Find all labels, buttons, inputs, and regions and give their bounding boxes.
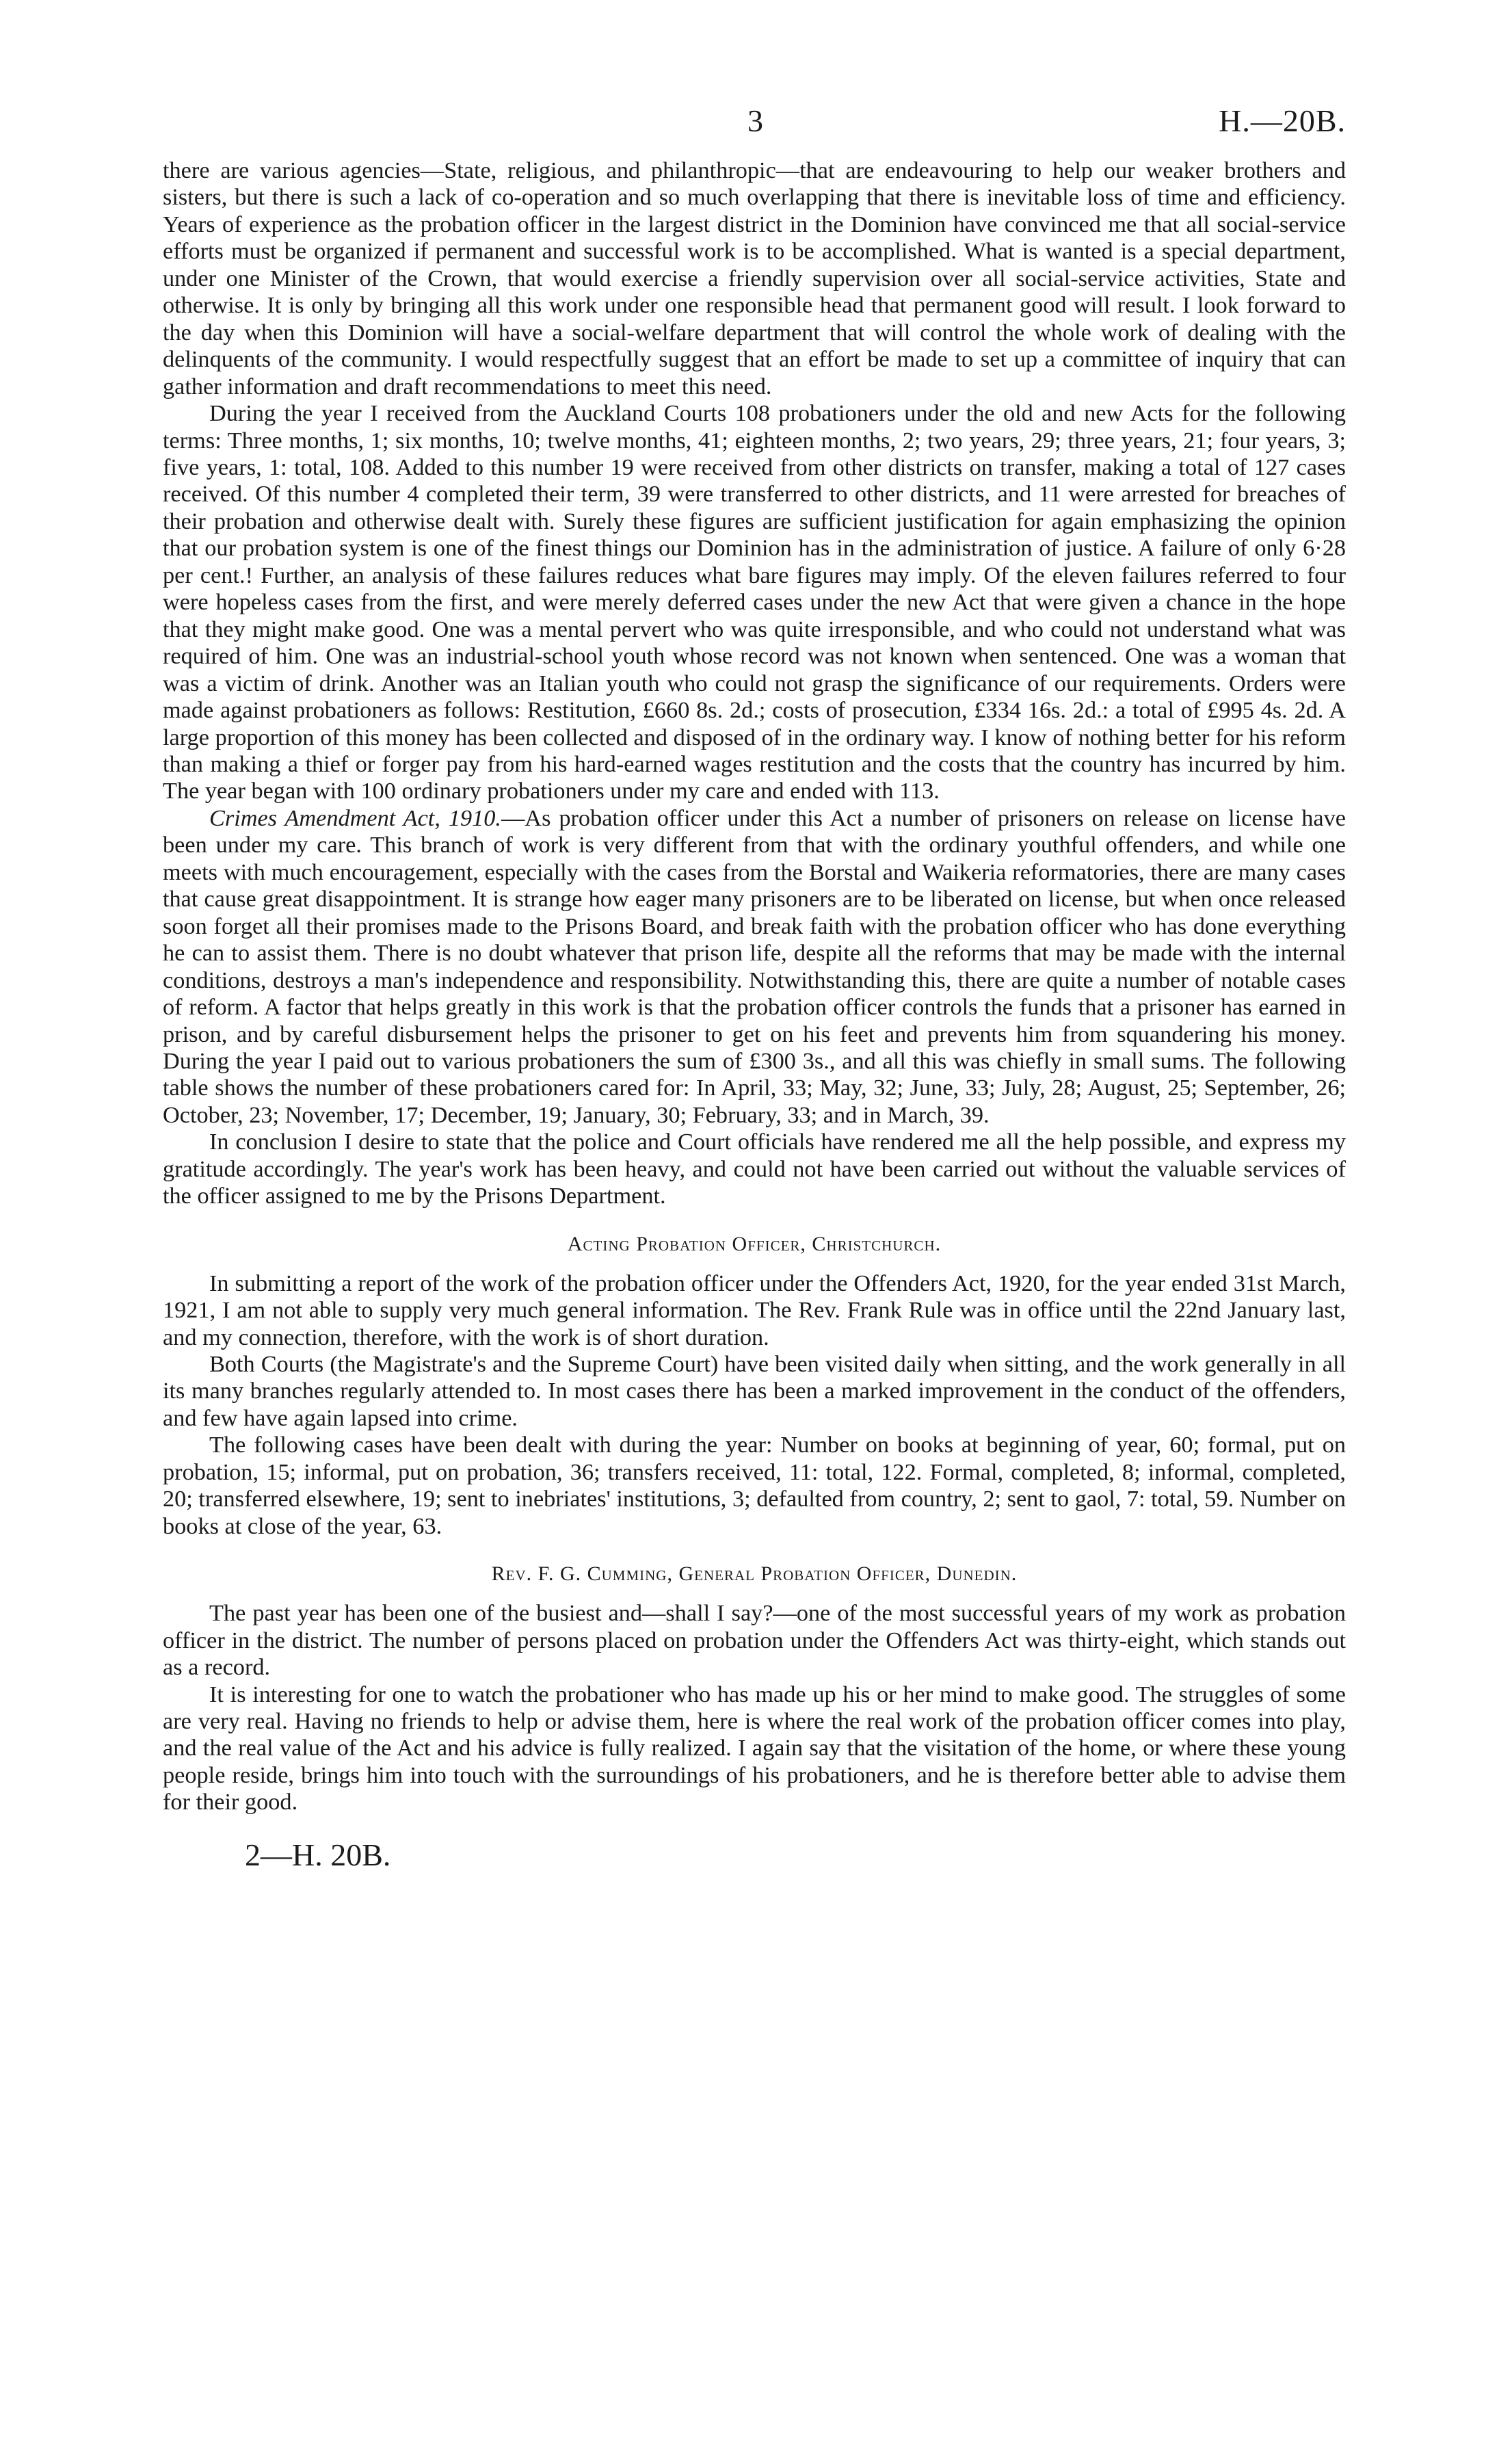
paragraph-social-service: there are various agencies—State, religious, and philanthropic—that are endeavouring to help our weaker brothers and sisters, but there is such a lack of co-operation and so much overlapping that there is inevitable loss of time and efficiency. Years of experience as the probation officer in the largest district in the Dominion have convinced me that all social-service efforts must be organized if permanent and successful work is to be accomplished. What is wanted is a special department, under one Minister of the Crown, that would exercise a friendly supervision over all social-service activities, State and otherwise. It is only by bringing all this work under one responsible head that permanent good will result. I look forward to the day when this Dominion will have a social-welfare department that will control the whole work of dealing with the delinquents of the community. I would respectfully suggest that an effort be made to set up a committee of inquiry that can gather information and draft recommendations to meet this need. xyxy=(163,157,1346,399)
page-number: 3 xyxy=(747,103,763,138)
crimes-amendment-act-title: Crimes Amendment Act, 1910. xyxy=(209,804,501,831)
paragraph-christchurch-intro: In submitting a report of the work of the probation officer under the Offenders Act, 1920, for the year ended 31st March, 1921, I am not able to supply very much general information. The Rev. Frank Rule was in office until the 22nd January last, and my connection, therefore, with the work is of short duration. xyxy=(163,1270,1346,1350)
section-heading-dunedin: Rev. F. G. Cumming, General Probation Officer, Dunedin. xyxy=(491,1562,1018,1586)
paragraph-auckland-statistics: During the year I received from the Auckland Courts 108 probationers under the old and new Acts for the following terms: Three months, 1; six months, 10; twelve months, 41; eighteen months, 2; two years, 29; three years, 21; four years, 3; five years, 1: total, 108. Added to this number 19 were received from other districts on transfer, making a total of 127 cases received. Of this number 4 completed their term, 39 were transferred to other districts, and 11 were arrested for breaches of their probation and otherwise dealt with. Surely these figures are sufficient justification for again emphasizing the opinion that our probation system is one of the finest things our Dominion has in the administration of justice. A failure of only 6·28 per cent.! Further, an analysis of these failures reduces what bare figures may imply. Of the eleven failures referred to four were hopeless cases from the first, and were merely deferred cases under the new Act that were given a chance in the hope that they might make good. One was a mental pervert who was quite irresponsible, and who could not understand what was required of him. One was an industrial-school youth whose record was not known when sentenced. One was a woman that was a victim of drink. Another was an Italian youth who could not grasp the significance of our requirements. Orders were made against probationers as follows: Restitution, £660 8s. 2d.; costs of prosecution, £334 16s. 2d.: a total of £995 4s. 2d. A large proportion of this money has been collected and disposed of in the ordinary way. I know of nothing better for his reform than making a thief or forger pay from his hard-earned wages restitution and the costs that the country has incurred by him. The year began with 100 ordinary probationers under my care and ended with 113. xyxy=(163,400,1346,804)
crimes-amendment-text: —As probation officer under this Act a number of prisoners on release on license have been under my care. This branch of work is very different from that with the ordinary youthful offenders, and while one meets with much encouragement, especially with the cases from the Borstal and Waikeria reformatories, there are many cases that cause great disappointment. It is strange how eager many prisoners are to be liberated on license, but when once released soon forget all their promises made to the Prisons Board, and break faith with the probation officer who has done everything he can to assist them. There is no doubt whatever that prison life, despite all the reforms that may be made with the internal conditions, destroys a man's independence and responsibility. Notwithstanding this, there are quite a number of notable cases of reform. A factor that helps greatly in this work is that the probation officer controls the funds that a prisoner has earned in prison, and by careful disbursement helps the prisoner to get on his feet and prevents him from squandering his money. During the year I paid out to various probationers the sum of £300 3s., and all this was chiefly in small sums. The following table shows the number of these probationers cared for: In April, 33; May, 32; June, 33; July, 28; August, 25; September, 26; October, 23; November, 17; December, 19; January, 30; February, 33; and in March, 39. xyxy=(163,804,1346,1128)
document-reference: H.—20B. xyxy=(1219,103,1346,138)
paragraph-crimes-amendment xyxy=(163,805,1346,1129)
paragraph-conclusion: In conclusion I desire to state that the police and Court officials have rendered me all the help possible, and express my gratitude accordingly. The year's work has been heavy, and could not have been carried out without the valuable services of the officer assigned to me by the Prisons Department. xyxy=(163,1129,1346,1209)
footer-signature-reference: 2—H. 20B. xyxy=(245,1837,391,1872)
paragraph-christchurch-cases: The following cases have been dealt with during the year: Number on books at beginning of year, 60; formal, put on probation, 15; informal, put on probation, 36; transfers received, 11: total, 122. Formal, completed, 8; informal, completed, 20; transferred elsewhere, 19; sent to inebriates' institutions, 3; defaulted from country, 2; sent to gaol, 7: total, 59. Number on books at close of the year, 63. xyxy=(163,1432,1346,1539)
paragraph-christchurch-courts: Both Courts (the Magistrate's and the Supreme Court) have been visited daily when sitting, and the work generally in all its many branches regularly attended to. In most cases there has been a marked improvement in the conduct of the offenders, and few have again lapsed into crime. xyxy=(163,1351,1346,1431)
paragraph-dunedin-year: The past year has been one of the busiest and—shall I say?—one of the most successful years of my work as probation officer in the district. The number of persons placed on probation under the Offenders Act was thirty-eight, which stands out as a record. xyxy=(163,1600,1346,1681)
paragraph-dunedin-probationer: It is interesting for one to watch the probationer who has made up his or her mind to make good. The struggles of some are very real. Having no friends to help or advise them, here is where the real work of the probation officer comes into play, and the real value of the Act and his advice is fully realized. I again say that the visitation of the home, or where these young people reside, brings him into touch with the surroundings of his probationers, and he is therefore better able to advise them for their good. xyxy=(163,1681,1346,1816)
section-heading-christchurch: Acting Probation Officer, Christchurch. xyxy=(567,1232,942,1255)
page-header xyxy=(163,103,1346,157)
document-page xyxy=(163,103,1346,2394)
report-body xyxy=(163,157,1346,1816)
